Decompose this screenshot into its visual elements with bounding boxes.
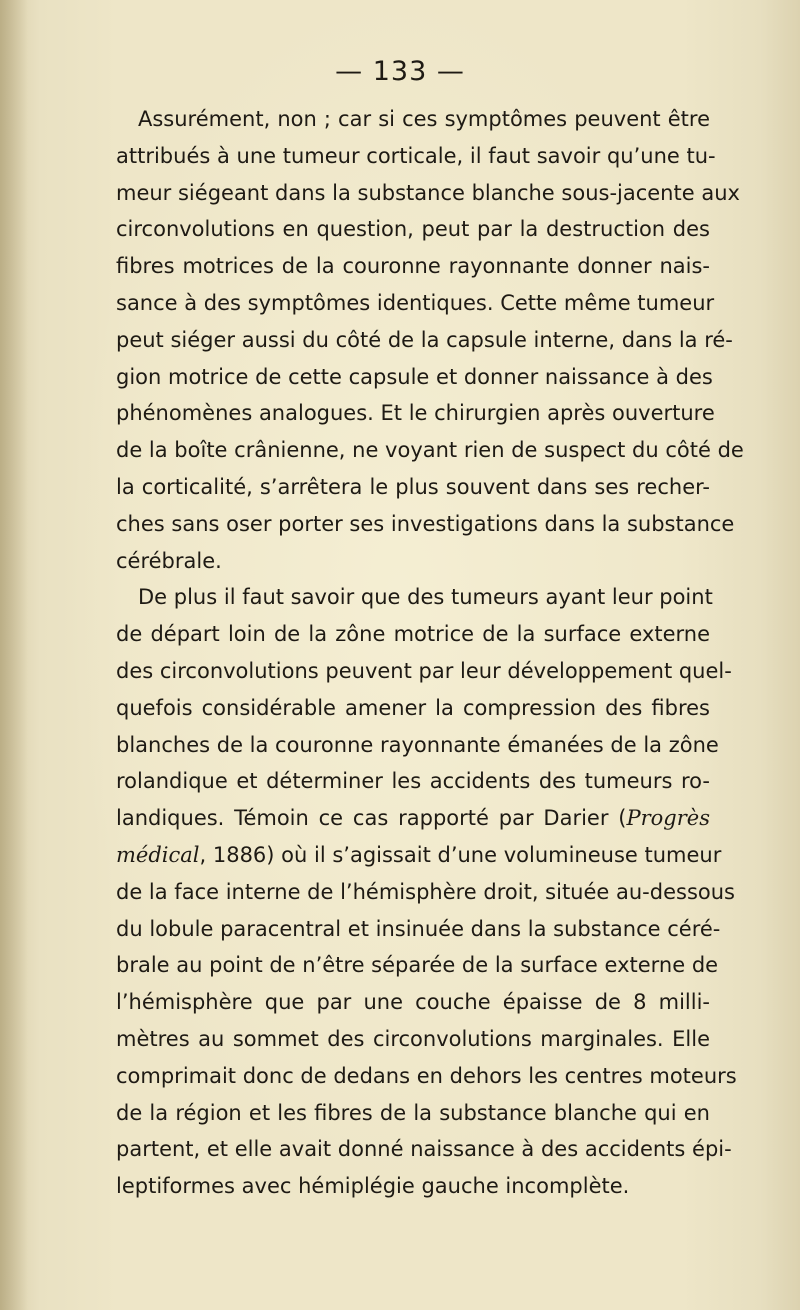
text-line: De plus il faut savoir que des tumeurs ayant leur point (138, 585, 713, 610)
text-segment: , 1886) où il s’agissait d’une volumineuse tumeur (199, 842, 722, 867)
text-line: brale au point de n’être séparée de la surface externe de (116, 953, 719, 978)
text-line: blanches de la couronne rayonnante émanées de la zône (116, 732, 719, 757)
text-line: la corticalité, s’arrêtera le plus souvent dans ses recher- (116, 474, 710, 499)
text-line: des circonvolutions peuvent par leur développement quel- (116, 658, 732, 683)
text-line: circonvolutions en question, peut par la destruction des (116, 217, 710, 242)
page-number: — 133 — (335, 56, 465, 87)
text-line: Assurément, non ; car si ces symptômes peuvent être (138, 107, 710, 131)
text-line: ches sans oser porter ses investigations dans la substance (116, 511, 735, 536)
text-line: phénomènes analogues. Et le chirurgien après ouverture (116, 401, 715, 426)
text-line: de la face interne de l’hémisphère droit, située au-dessous (116, 879, 735, 904)
text-line: l’hémisphère que par une couche épaisse de 8 milli- (116, 990, 710, 1015)
text-line: gion motrice de cette capsule et donner naissance à des (116, 364, 713, 389)
text-line: quefois considérable amener la compression des fibres (116, 695, 710, 720)
text-line: de la région et les fibres de la substance blanche qui en (116, 1100, 710, 1125)
text-line: mètres au sommet des circonvolutions marginales. Elle (116, 1026, 710, 1051)
text-line: comprimait donc de dedans en dehors les centres moteurs (116, 1063, 737, 1088)
text-line: cérébrale. (116, 548, 222, 573)
text-line: attribués à une tumeur corticale, il faut savoir qu’une tu- (116, 143, 716, 168)
text-line: de départ loin de la zône motrice de la surface externe (116, 622, 710, 647)
text-line: peut siéger aussi du côté de la capsule interne, dans la ré- (116, 327, 733, 352)
italic-title-progres: Progrès (626, 806, 710, 831)
body-text (116, 101, 744, 1205)
text-line: partent, et elle avait donné naissance à des accidents épi- (116, 1137, 732, 1162)
text-line: meur siégeant dans la substance blanche sous-jacente aux (116, 180, 740, 205)
text-line: sance à des symptômes identiques. Cette même tumeur (116, 290, 715, 315)
spine-shadow (0, 0, 28, 1310)
text-line: du lobule paracentral et insinuée dans la substance céré- (116, 916, 721, 941)
text-line: fibres motrices de la couronne rayonnante donner nais- (116, 254, 710, 279)
text-line: de la boîte crânienne, ne voyant rien de suspect du côté de (116, 438, 744, 463)
text-segment: landiques. Témoin ce cas rapporté par Darier ( (116, 806, 627, 831)
text-line: leptiformes avec hémiplégie gauche incomplète. (116, 1174, 630, 1199)
text-line: rolandique et déterminer les accidents des tumeurs ro- (116, 769, 710, 794)
text-line-with-italic (116, 837, 722, 874)
text-line-with-italic (116, 800, 710, 837)
italic-title-medical: médical (116, 842, 200, 867)
